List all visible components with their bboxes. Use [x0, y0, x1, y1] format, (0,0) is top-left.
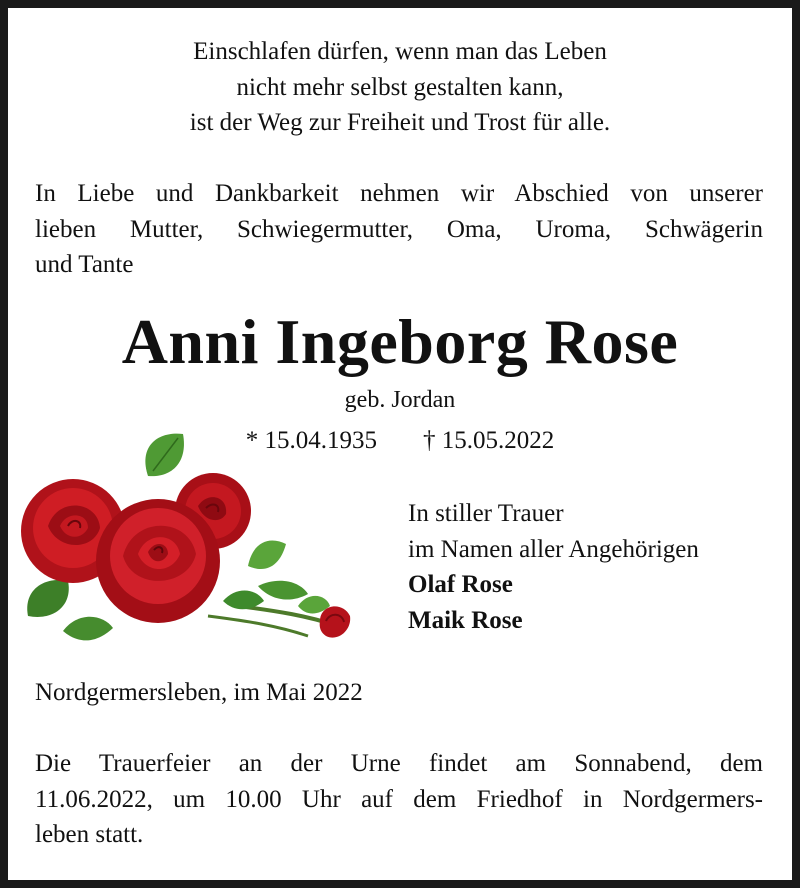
service-text: [35, 746, 763, 853]
mourners-block: [408, 496, 699, 638]
mourning-line: im Namen aller Angehörigen: [408, 535, 699, 563]
birth-date: * 15.04.1935: [245, 427, 377, 454]
poem-line: nicht mehr selbst gestalten kann,: [236, 73, 564, 101]
intro-line: lieben Mutter, Schwiegermutter, Oma, Uroma, Schwägerin: [35, 215, 763, 243]
place-date: Nordgermersleben, im Mai 2022: [35, 679, 363, 706]
death-date: † 15.05.2022: [423, 427, 555, 454]
service-line: leben statt.: [35, 821, 144, 848]
birth-name: geb. Jordan: [344, 387, 456, 413]
service-line: 11.06.2022, um 10.00 Uhr auf dem Friedhof in Nordgermers-: [35, 785, 763, 813]
intro-text: [35, 176, 763, 283]
deceased-name: Anni Ingeborg Rose: [121, 306, 679, 377]
mourner-name: Olaf Rose: [408, 571, 513, 598]
poem-line: Einschlafen dürfen, wenn man das Leben: [193, 38, 607, 65]
poem-line: ist der Weg zur Freiheit und Trost für alle.: [189, 109, 611, 136]
mourning-line: In stiller Trauer: [408, 500, 564, 527]
mourner-name: Maik Rose: [408, 606, 523, 634]
service-line: Die Trauerfeier an der Urne findet am Sonnabend, dem: [35, 750, 763, 777]
red-roses-icon: [8, 416, 368, 656]
intro-line: und Tante: [35, 251, 134, 278]
poem: [8, 34, 792, 141]
obituary-notice: [8, 8, 792, 880]
intro-line: In Liebe und Dankbarkeit nehmen wir Abschied von unserer: [35, 180, 763, 207]
